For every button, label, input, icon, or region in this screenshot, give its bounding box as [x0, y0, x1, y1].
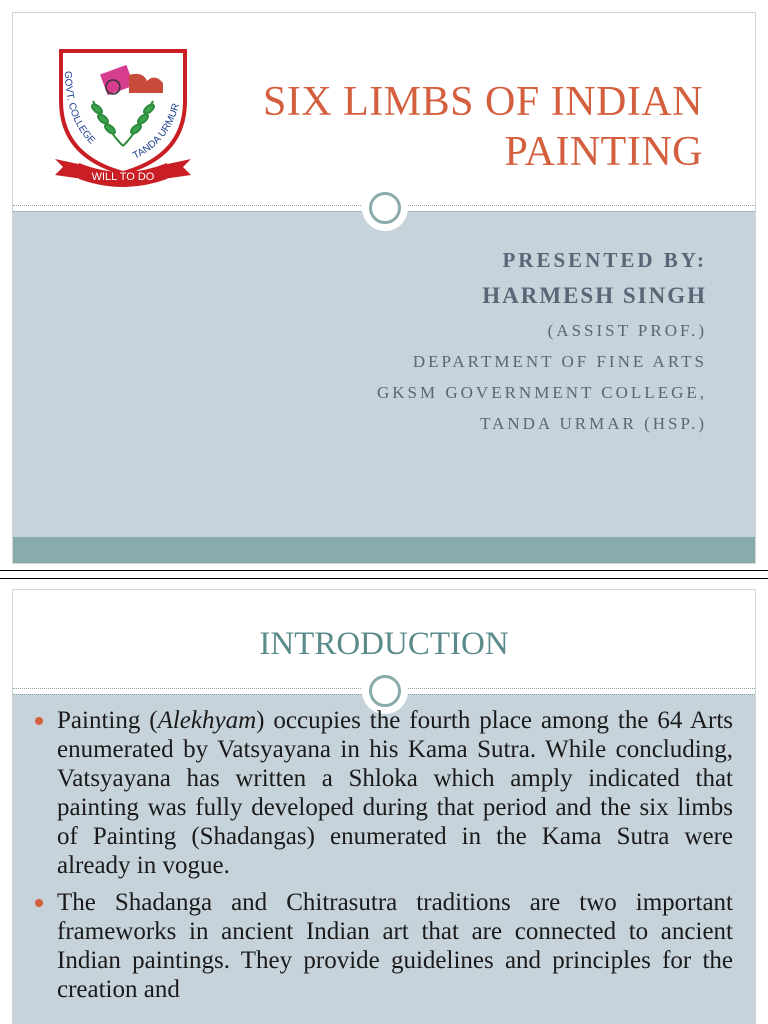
bullet1-pre: Painting (: [57, 707, 158, 734]
divider-circle-icon: [362, 185, 408, 231]
presented-by-label: PRESENTED BY:: [502, 248, 707, 272]
introduction-slide: [0, 578, 768, 1024]
logo-arc-left-text: GOVT. COLLEGE: [61, 70, 98, 147]
slide-title: SIX LIMBS OF INDIAN PAINTING: [262, 79, 703, 175]
title-slide-frame: [12, 12, 756, 564]
presenter-location: TANDA URMAR (HSP.): [480, 414, 707, 433]
bullet-icon: [35, 899, 43, 907]
bullet-icon: [35, 717, 43, 725]
presenter-block: [107, 243, 707, 439]
list-item: [13, 888, 755, 1004]
bullet1-post: ) occupies the fourth place among the 64 Arts enumerated by Vatsyayana in his Kama Sutra. While concluding, Vatsyayana has written a Shloka which amply indicated that painting was fully developed during that period and the six limbs of Painting (Shadangas) enumerated in the Kama Sutra were already in vogue.: [57, 707, 733, 879]
list-item: [13, 706, 755, 880]
presenter-name: HARMESH SINGH: [482, 283, 707, 308]
presenter-college: GKSM GOVERNMENT COLLEGE,: [377, 383, 707, 402]
bullet2-text: The Shadanga and Chitrasutra traditions are two important frameworks in ancient Indian art that are connected to ancient Indian paintings. They provide guidelines and principles for the creation and: [57, 889, 733, 1003]
presenter-role: (ASSIST PROF.): [547, 321, 707, 340]
footer-band: [13, 537, 755, 563]
logo-banner-text: WILL TO DO: [91, 171, 155, 183]
bullet1-italic: Alekhyam: [157, 707, 257, 734]
intro-slide-frame: [12, 589, 756, 1024]
college-logo: [43, 41, 203, 191]
intro-title: INTRODUCTION: [259, 626, 509, 662]
bullet-list: [13, 706, 755, 1012]
presenter-department: DEPARTMENT OF FINE ARTS: [412, 352, 707, 371]
logo-arc-right-text: TANDA URMUR: [131, 102, 183, 162]
